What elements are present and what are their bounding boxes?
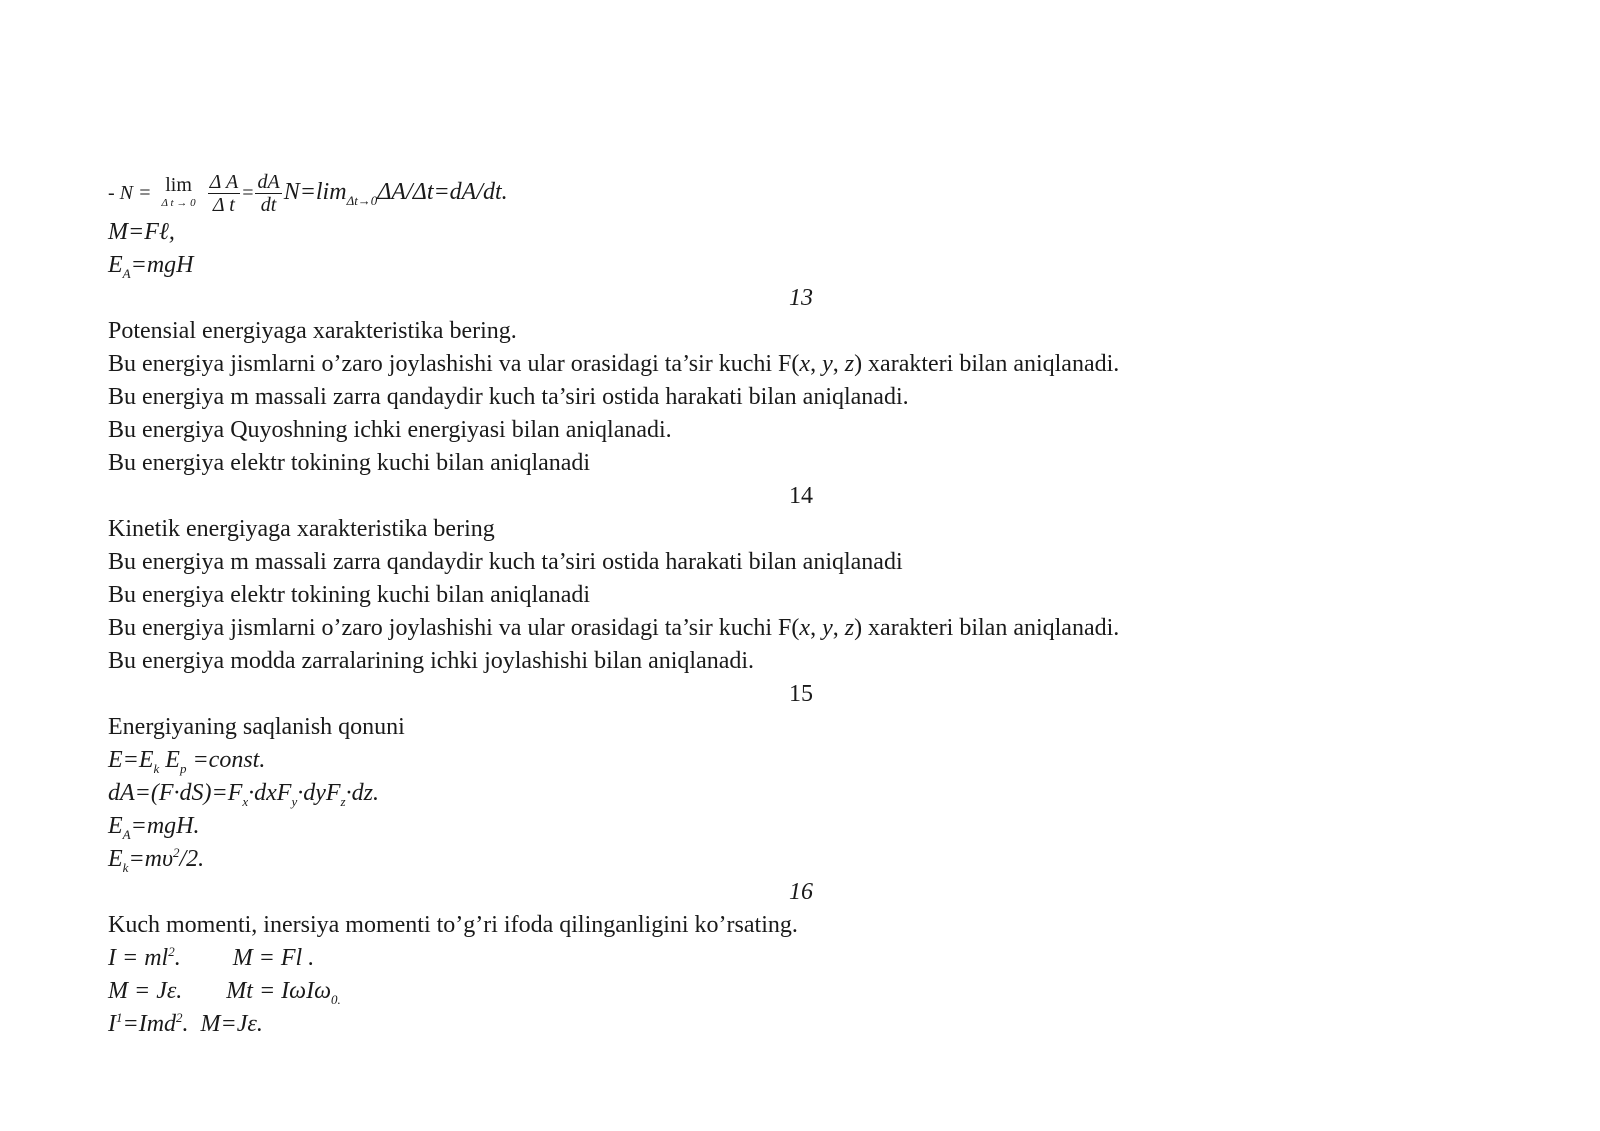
answer-option: $I = ml^2$. M = Fl . — [108, 944, 315, 971]
answer-option: Bu energiya m massali zarra qandaydir kuch ta’siri ostida harakati bilan aniqlanadi. — [108, 384, 909, 410]
answer-option: Bu energiya Quyoshning ichki energiyasi bilan aniqlanadi. — [108, 417, 672, 443]
ea-sub: A — [122, 265, 131, 281]
lim-word: lim — [165, 174, 192, 197]
answer-option: $E_k=m\upsilon^2/2$. — [108, 845, 205, 875]
answer-option: Bu energiya elektr tokining kuchi bilan aniqlanadi — [108, 450, 591, 476]
fraction-delta-den: Δ t — [212, 193, 235, 216]
fraction-delta-num: Δ A — [209, 170, 239, 193]
fraction-derivative-num: dA — [257, 170, 280, 193]
fraction-derivative — [255, 171, 281, 216]
answer-option: Bu energiya jismlarni o’zaro joylashishi va ular orasidagi ta’sir kuchi F(x, y, z) xarakteri bilan aniqlanadi. — [108, 615, 1120, 641]
question-text: Energiyaning saqlanish qonuni — [108, 714, 405, 740]
question-number: 13 — [789, 285, 813, 311]
ea-rest: =mgH — [130, 252, 194, 278]
question-text: Potensial energiyaga xarakteristika bering. — [108, 318, 517, 344]
formula-inline-b: ΔA/Δt=dA/dt. — [377, 179, 508, 205]
question-number: 16 — [789, 879, 813, 905]
potential-formula — [108, 249, 1508, 282]
answer-option: $dA=(F\cdot dS)=F_x\cdot dxF_y\cdot dyF_z\cdot dz$. — [108, 780, 379, 809]
ea-e: E — [108, 252, 123, 278]
lim-subscript: Δ t → 0 — [161, 197, 196, 210]
answer-option: Bu energiya modda zarralarining ichki joylashishi bilan aniqlanadi. — [108, 648, 755, 674]
answer-option: $I^1=Imd^2$. M=Jε. — [108, 1010, 263, 1037]
moment-formula: M=Fℓ, — [108, 219, 175, 245]
question-number: 14 — [789, 483, 813, 509]
formula-inline-a: N=lim — [283, 179, 347, 205]
question-text: Kuch momenti, inersiya momenti to’g’ri ifoda qilinganligini ko’rsating. — [108, 912, 798, 938]
answer-option: $E=E_k$ $E_p$ =const. — [108, 747, 266, 776]
document-content — [108, 168, 1508, 1041]
formula-equals: = — [242, 182, 254, 204]
fraction-derivative-den: dt — [260, 193, 277, 216]
formula-n: N = — [119, 182, 152, 204]
answer-option: Bu energiya m massali zarra qandaydir kuch ta’siri ostida harakati bilan aniqlanadi — [108, 549, 903, 575]
question-text: Kinetik energiyaga xarakteristika bering — [108, 516, 495, 542]
answer-option: Bu energiya elektr tokining kuchi bilan aniqlanadi — [108, 582, 591, 608]
power-formula — [108, 168, 1508, 216]
fraction-delta — [208, 171, 241, 216]
question-number: 15 — [789, 681, 813, 707]
answer-option: $E_A=mgH$. — [108, 813, 200, 842]
formula-dash: - — [108, 182, 120, 204]
formula-inline-sub: Δt→0 — [346, 192, 378, 208]
lim-operator — [162, 175, 196, 211]
answer-option: Bu energiya jismlarni o’zaro joylashishi va ular orasidagi ta’sir kuchi F(x, y, z) xarakteri bilan aniqlanadi. — [108, 351, 1120, 377]
answer-option: M = Jε. Mt = IωIω$_{0.}$ — [108, 978, 341, 1007]
